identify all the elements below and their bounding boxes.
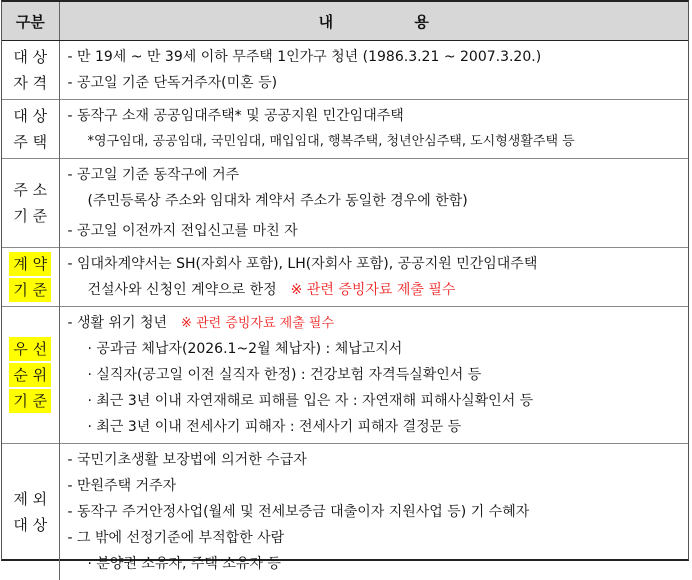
category-label: 주 택 xyxy=(2,129,59,155)
content-line: - 공고일 이전까지 전입신고를 마친 자 xyxy=(68,218,689,244)
content-line: (주민등록상 주소와 임대차 계약서 주소가 동일한 경우에 한함) xyxy=(68,188,689,214)
content-line: - 임대차계약서는 SH(자회사 포함), LH(자회사 포함), 공공지원 민간임대주택 xyxy=(68,251,689,277)
content-line: - 만원주택 거주자 xyxy=(68,473,689,499)
category-label-highlighted: 우 선 xyxy=(9,337,51,361)
content-cell xyxy=(59,444,688,580)
content-cell xyxy=(59,159,688,248)
table-row-eligibility xyxy=(2,41,688,100)
category-label-highlighted: 순 위 xyxy=(9,363,51,387)
content-line: - 공고일 기준 동작구에 거주 xyxy=(68,162,689,188)
bullet-item: · 실직자(공고일 이전 실직자 한정) : 건강보험 자격득실확인서 등 xyxy=(68,362,689,388)
content-line: - 동작구 주거안정사업(월세 및 전세보증금 대출이자 지원사업 등) 기 수혜자 xyxy=(68,499,689,525)
category-cell xyxy=(2,41,59,100)
footnote-line: *영구임대, 공공임대, 국민임대, 매입임대, 행복주택, 청년안심주택, 도시형생활주택 등 xyxy=(68,129,689,155)
category-label: 대 상 xyxy=(2,512,59,538)
table-row-target-housing xyxy=(2,100,688,159)
table-row-contract xyxy=(2,248,688,307)
table-header-row xyxy=(2,2,688,41)
category-label-highlighted: 기 준 xyxy=(9,278,51,302)
content-line xyxy=(68,277,689,303)
category-cell xyxy=(2,248,59,307)
content-cell xyxy=(59,248,688,307)
bullet-item: · 공과금 체납자(2026.1~2월 체납자) : 체납고지서 xyxy=(68,336,689,362)
category-label: 대 상 xyxy=(2,44,59,70)
category-cell xyxy=(2,307,59,444)
bullet-item: · 분양권 소유자, 주택 소유자 등 xyxy=(68,551,689,577)
content-cell xyxy=(59,307,688,444)
content-line: - 그 밖에 선정기준에 부적합한 사람 xyxy=(68,525,689,551)
category-label: 기 준 xyxy=(2,203,59,229)
content-text: 건설사와 신청인 계약으로 한정 xyxy=(88,282,277,298)
category-label-highlighted: 계 약 xyxy=(9,252,51,276)
required-docs-note: ※ 관련 증빙자료 제출 필수 xyxy=(167,316,334,331)
table-row-priority xyxy=(2,307,688,444)
category-cell xyxy=(2,159,59,248)
category-label: 제 외 xyxy=(2,486,59,512)
content-line: - 동작구 소재 공공임대주택* 및 공공지원 민간임대주택 xyxy=(68,103,689,129)
header-category: 구분 xyxy=(2,2,59,41)
required-docs-note: ※ 관련 증빙자료 제출 필수 xyxy=(277,282,456,298)
content-line: - 국민기초생활 보장법에 의거한 수급자 xyxy=(68,447,689,473)
bullet-item: · 최근 3년 이내 전세사기 피해자 : 전세사기 피해자 결정문 등 xyxy=(68,414,689,440)
table-row-exclusions xyxy=(2,444,688,580)
category-cell xyxy=(2,444,59,580)
category-label: 대 상 xyxy=(2,103,59,129)
content-line xyxy=(68,310,689,336)
category-label-highlighted: 기 준 xyxy=(9,389,51,413)
header-content: 내 용 xyxy=(59,2,688,41)
table-row-address xyxy=(2,159,688,248)
category-label: 주 소 xyxy=(2,177,59,203)
bullet-item: · 최근 3년 이내 자연재해로 피해를 입은 자 : 자연재해 피해사실확인서 등 xyxy=(68,388,689,414)
category-cell xyxy=(2,100,59,159)
content-cell xyxy=(59,100,688,159)
category-label: 자 격 xyxy=(2,70,59,96)
eligibility-table xyxy=(2,2,688,580)
content-line: - 공고일 기준 단독거주자(미혼 등) xyxy=(68,70,689,96)
content-text: - 생활 위기 청년 xyxy=(68,315,168,331)
content-cell xyxy=(59,41,688,100)
content-line: - 만 19세 ~ 만 39세 이하 무주택 1인가구 청년 (1986.3.21 ~ 2007.3.20.) xyxy=(68,44,689,70)
